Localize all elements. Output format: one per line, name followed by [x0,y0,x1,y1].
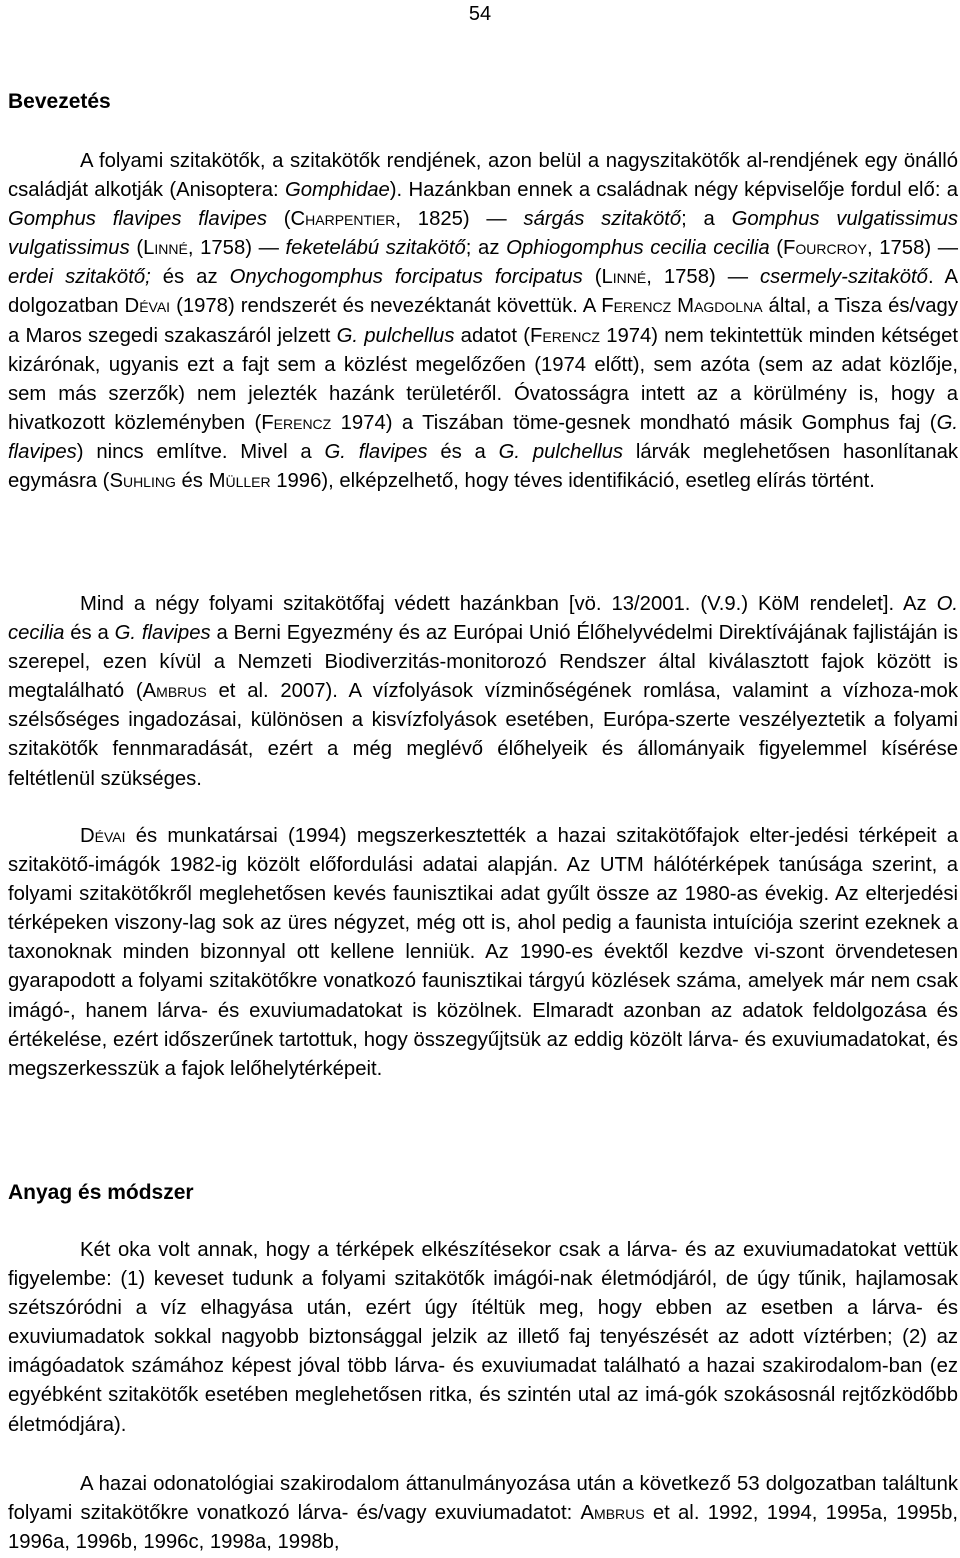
intro-paragraph-3: Dévai és munkatársai (1994) megszerkesztették a hazai szitakötőfajok elter-jedési térképeit a szitakötő-imágók 1982-ig közölt előfordulási adatai alapján. Az UTM hálótérképek tanúsága szerint, a folyami szitakötőkről meglehetősen kevés faunisztikai adat gyűlt össze az 1980-as évekig. Az elterjedési térképeken viszony-lag sok az üres négyzet, még ott is, ahol pedig a faunista intuíciója szerint ezeknek a taxonoknak minden bizonnyal ott kellene lenniük. Az 1990-es évektől kezdve vi-szont örvendetesen gyarapodott a folyami szitakötőkre vonatkozó faunisztikai tárgyú közlések száma, amelyek már nem csak imágó-, hanem lárva- és exuviumadatokat is közölnek. Elmaradt azonban az adatok feldolgozása és értékelése, ezért időszerűnek tartottuk, hogy összegyűjtsük az eddig közölt lárva- és exuviumadatokat, és megszerkesszük a fajok lelőhelytérképeit. [8,825,958,1080]
page-number: 54 [468,3,492,25]
methods-paragraph-1: Két oka volt annak, hogy a térképek elkészítésekor csak a lárva- és az exuviumadatokat vettük figyelembe: (1) keveset tudunk a folyami szitakötők imágói-nak életmódjáról, de úgy tűnik, hajlamosak szétszóródni a víz elhagyása után, ezért úgy ítéltük meg, hogy ebben az esetben a lárva- és exuviumadatok sokkal nagyobb biztonsággal jelzik az illető faj tenyészését az adott víztérben; (2) az imágóadatok számához képest jóval több lárva- és exuviumadat található a hazai szakirodalom-ban (ez egyébként szitakötők esetében meglehetősen ritka, és szintén utal az imá-gók szokásosnál rejtőzködőbb életmódjára). [8,1239,958,1436]
section-heading-introduction: Bevezetés [8,90,111,113]
intro-paragraph-2: Mind a négy folyami szitakötőfaj védett hazánkban [vö. 13/2001. (V.9.) KöM rendelet]. Az O. cecilia és a G. flavipes a Berni Egyezmény és az Európai Unió Élőhelyvédelmi Direktívájának fajlistáján is szerepel, ezen kívül a Nemzeti Biodiverzitás-monitorozó Rendszer által kiválasztott fajok között is megtalálható (Ambrus et al. 2007). A vízfolyások vízminőségének romlása, valamint a vízhoza-mok szélsőséges ingadozásai, különösen a kisvízfolyások esetében, Európa-szerte veszélyeztetik a folyami szitakötők fennmaradását, ezért a még meglévő élőhelyeik és állományaik figyelemmel kísérése feltétlenül szükséges. [8,593,959,790]
methods-paragraph-2: A hazai odonatológiai szakirodalom áttanulmányozása után a következő 53 dolgozatban találtunk folyami szitakötőkre vonatkozó lárva- és/vagy exuviumadatot: Ambrus et al. 1992, 1994, 1995a, 1995b, 1996a, 1996b, 1996c, 1998a, 1998b, [8,1473,958,1554]
intro-paragraph-1: A folyami szitakötők, a szitakötők rendjének, azon belül a nagyszitakötők al-rendjének egy önálló családját alkotják (Anisoptera: Gomphidae). Hazánkban ennek a családnak négy képviselője fordul elő: a Gomphus flavipes flavipes (Charpentier, 1825) — sárgás szitakötő; a Gomphus vulgatissimus vulgatissimus (Linné, 1758) — feketelábú szitakötő; az Ophiogomphus cecilia cecilia (Fourcroy, 1758) — erdei szitakötő; és az Onychogomphus forcipatus forcipatus (Linné, 1758) — csermely-szitakötő. A dolgozatban Dévai (1978) rendszerét és nevezéktanát követtük. A Ferencz Magdolna által, a Tisza és/vagy a Maros szegedi szakaszáról jelzett G. pulchellus adatot (Ferencz 1974) nem tekintettük minden kétséget kizárónak, ugyanis ezt a fajt sem a közlést megelőzően (1974 előtt), sem azóta (sem az adat közlője, sem más szerzők) nem jelezték hazánk területéről. Óvatosságra intett az a körülmény is, hogy a hivatkozott közleményben (Ferencz 1974) a Tiszában töme-gesnek mondható másik Gomphus faj (G. flavipes) nincs említve. Mivel a G. flavipes és a G. pulchellus lárvák meglehetősen hasonlítanak egymásra (Suhling és Müller 1996), elképzelhető, hogy téves identifikáció, esetleg elírás történt. [8,150,959,493]
section-heading-methods: Anyag és módszer [8,1181,194,1204]
